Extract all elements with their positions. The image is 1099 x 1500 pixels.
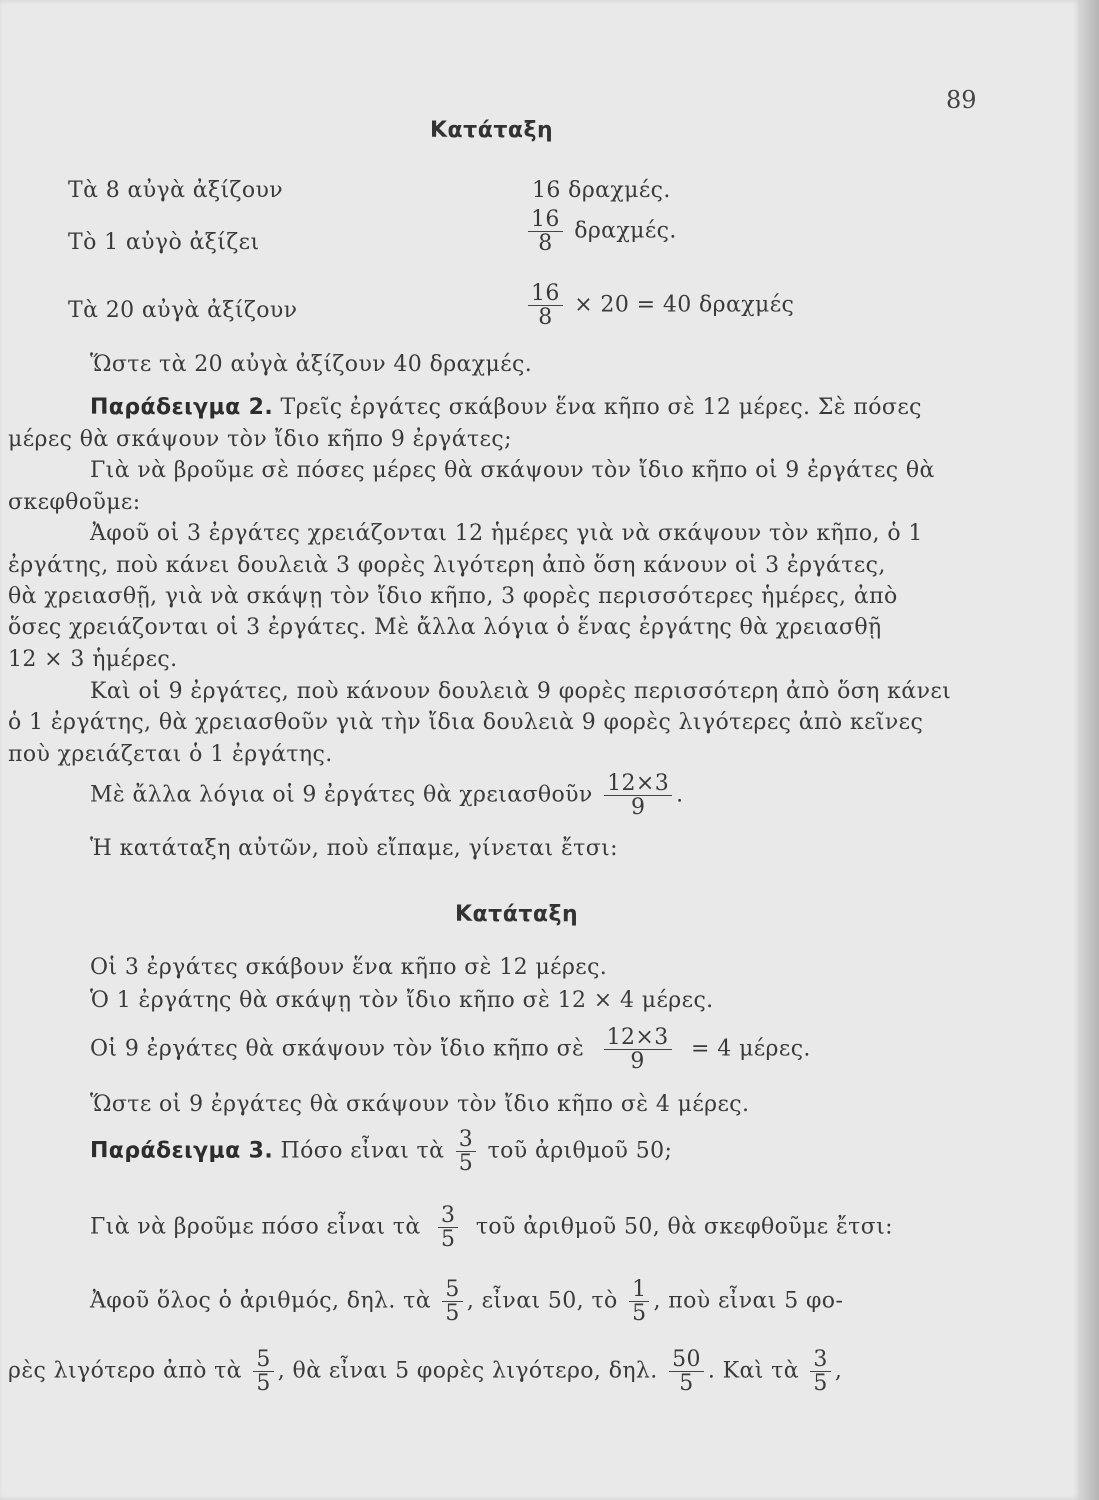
text-line: 12 × 3 ἡμέρες. [8,647,178,672]
text-line: ὅσες χρειάζονται οἱ 3 ἐργάτες. Μὲ ἄλλα λόγια ὁ ἕνας ἐργάτης θὰ χρειασθῇ [8,615,882,640]
calc-row-2-expr: $\frac{16}{8}$ δραχμές. [524,208,677,255]
example-2-label: Παράδειγμα 2. [90,395,274,420]
fraction: $\frac{5}{5}$ [442,1278,462,1325]
example-2-first-line: Παράδειγμα 2. Τρεῖς ἐργάτες σκάβουν ἕνα κῆπο σὲ 12 μέρες. Σὲ πόσες [90,395,922,420]
fraction: $\frac{12\times 3}{9}$ [604,772,672,819]
fraction: $\frac{1}{5}$ [629,1278,649,1325]
example-3-question: Παράδειγμα 3. Πόσο εἶναι τὰ $\frac{3}{5}$ τοῦ ἀριθμοῦ 50; [90,1127,673,1177]
text-line: Ἡ κατάταξη αὐτῶν, ποὺ εἴπαμε, γίνεται ἔτσι: [90,836,618,861]
conclusion-1: Ὥστε τὰ 20 αὐγὰ ἀξίζουν 40 δραχμές. [90,352,533,377]
text-line-with-fraction: Οἱ 9 ἐργάτες θὰ σκάψουν τὸν ἴδιο κῆπο σὲ $\frac{12\times 3}{9}$ = 4 μέρες. [90,1025,811,1075]
example-3-label: Παράδειγμα 3. [90,1138,274,1164]
fraction: $\frac{3}{5}$ [438,1204,458,1251]
calc-row-1-left: Τὰ 8 αὐγὰ ἀξίζουν [68,178,284,203]
text-line-with-fraction: Γιὰ νὰ βροῦμε πόσο εἶναι τὰ $\frac{3}{5}$ τοῦ ἀριθμοῦ 50, θὰ σκεφθοῦμε ἔτσι: [90,1203,893,1253]
text-line: Ὁ 1 ἐργάτης θὰ σκάψῃ τὸν ἴδιο κῆπο σὲ 12 × 4 μέρες. [90,988,714,1013]
calc-row-2-left: Τὸ 1 αὐγὸ ἀξίζει [68,230,260,255]
section-heading-1: Κατάταξη [430,118,554,143]
page-edge [1080,0,1099,1500]
text-line-with-fraction: Μὲ ἄλλα λόγια οἱ 9 ἐργάτες θὰ χρειασθοῦν $\frac{12\times 3}{9}$ . [90,771,684,821]
calc-row-3-left: Τὰ 20 αὐγὰ ἀξίζουν [68,298,298,323]
text-line: ὁ 1 ἐργάτης, θὰ χρειασθοῦν γιὰ τὴν ἴδια δουλειὰ 9 φορὲς λιγότερες ἀπὸ κεῖνες [8,710,924,735]
fraction: $\frac{12\times 3}{9}$ [604,1026,672,1073]
fraction: $\frac{3}{5}$ [810,1348,830,1395]
calc-row-1-right: 16 δραχμές. [532,178,671,203]
text-line: μέρες θὰ σκάψουν τὸν ἴδιο κῆπο 9 ἐργάτες; [8,427,512,452]
text-line-with-fractions: Ἀφοῦ ὅλος ὁ ἀριθμός, δηλ. τὰ $\frac{5}{5}$ , εἶναι 50, τὸ $\frac{1}{5}$ , ποὺ εἶναι 5 φο- [90,1277,844,1327]
text-line-with-fractions: ρὲς λιγότερο ἀπὸ τὰ $\frac{5}{5}$ , θὰ εἶναι 5 φορὲς λιγότερο, δηλ. $\frac{50}{5}$ . Καὶ τὰ $\frac{3}{5}$ , [8,1347,843,1397]
text-line: Ἀφοῦ οἱ 3 ἐργάτες χρειάζονται 12 ἡμέρες γιὰ νὰ σκάψουν τὸν κῆπο, ὁ 1 [90,521,923,546]
page-number: 89 [946,86,977,114]
text-line: ποὺ χρειάζεται ὁ 1 ἐργάτης. [8,742,333,767]
fraction: $\frac{16}{8}$ [528,282,563,329]
section-heading-2: Κατάταξη [455,902,579,927]
text-line: θὰ χρειασθῇ, γιὰ νὰ σκάψῃ τὸν ἴδιο κῆπο, 3 φορὲς περισσότερες ἡμέρες, ἀπὸ [8,584,898,609]
text-line: σκεφθοῦμε: [8,490,141,515]
text-line: Καὶ οἱ 9 ἐργάτες, ποὺ κάνουν δουλειὰ 9 φορὲς περισσότερη ἀπὸ ὅση κάνει [90,679,952,704]
calc-row-3-expr: $\frac{16}{8}$ × 20 = 40 δραχμές [524,282,794,329]
fraction: $\frac{50}{5}$ [669,1348,704,1395]
fraction: $\frac{3}{5}$ [456,1128,476,1175]
fraction: $\frac{16}{8}$ [528,208,563,255]
text-line: ἐργάτης, ποὺ κάνει δουλειὰ 3 φορὲς λιγότερη ἀπὸ ὅση κάνουν οἱ 3 ἐργάτες, [8,553,886,578]
text-line: Οἱ 3 ἐργάτες σκάβουν ἕνα κῆπο σὲ 12 μέρες. [90,955,608,980]
fraction: $\frac{5}{5}$ [253,1348,273,1395]
text-line: Ὥστε οἱ 9 ἐργάτες θὰ σκάψουν τὸν ἴδιο κῆπο σὲ 4 μέρες. [90,1092,750,1117]
text-line: Γιὰ νὰ βροῦμε σὲ πόσες μέρες θὰ σκάψουν τὸν ἴδιο κῆπο οἱ 9 ἐργάτες θὰ [90,458,935,483]
